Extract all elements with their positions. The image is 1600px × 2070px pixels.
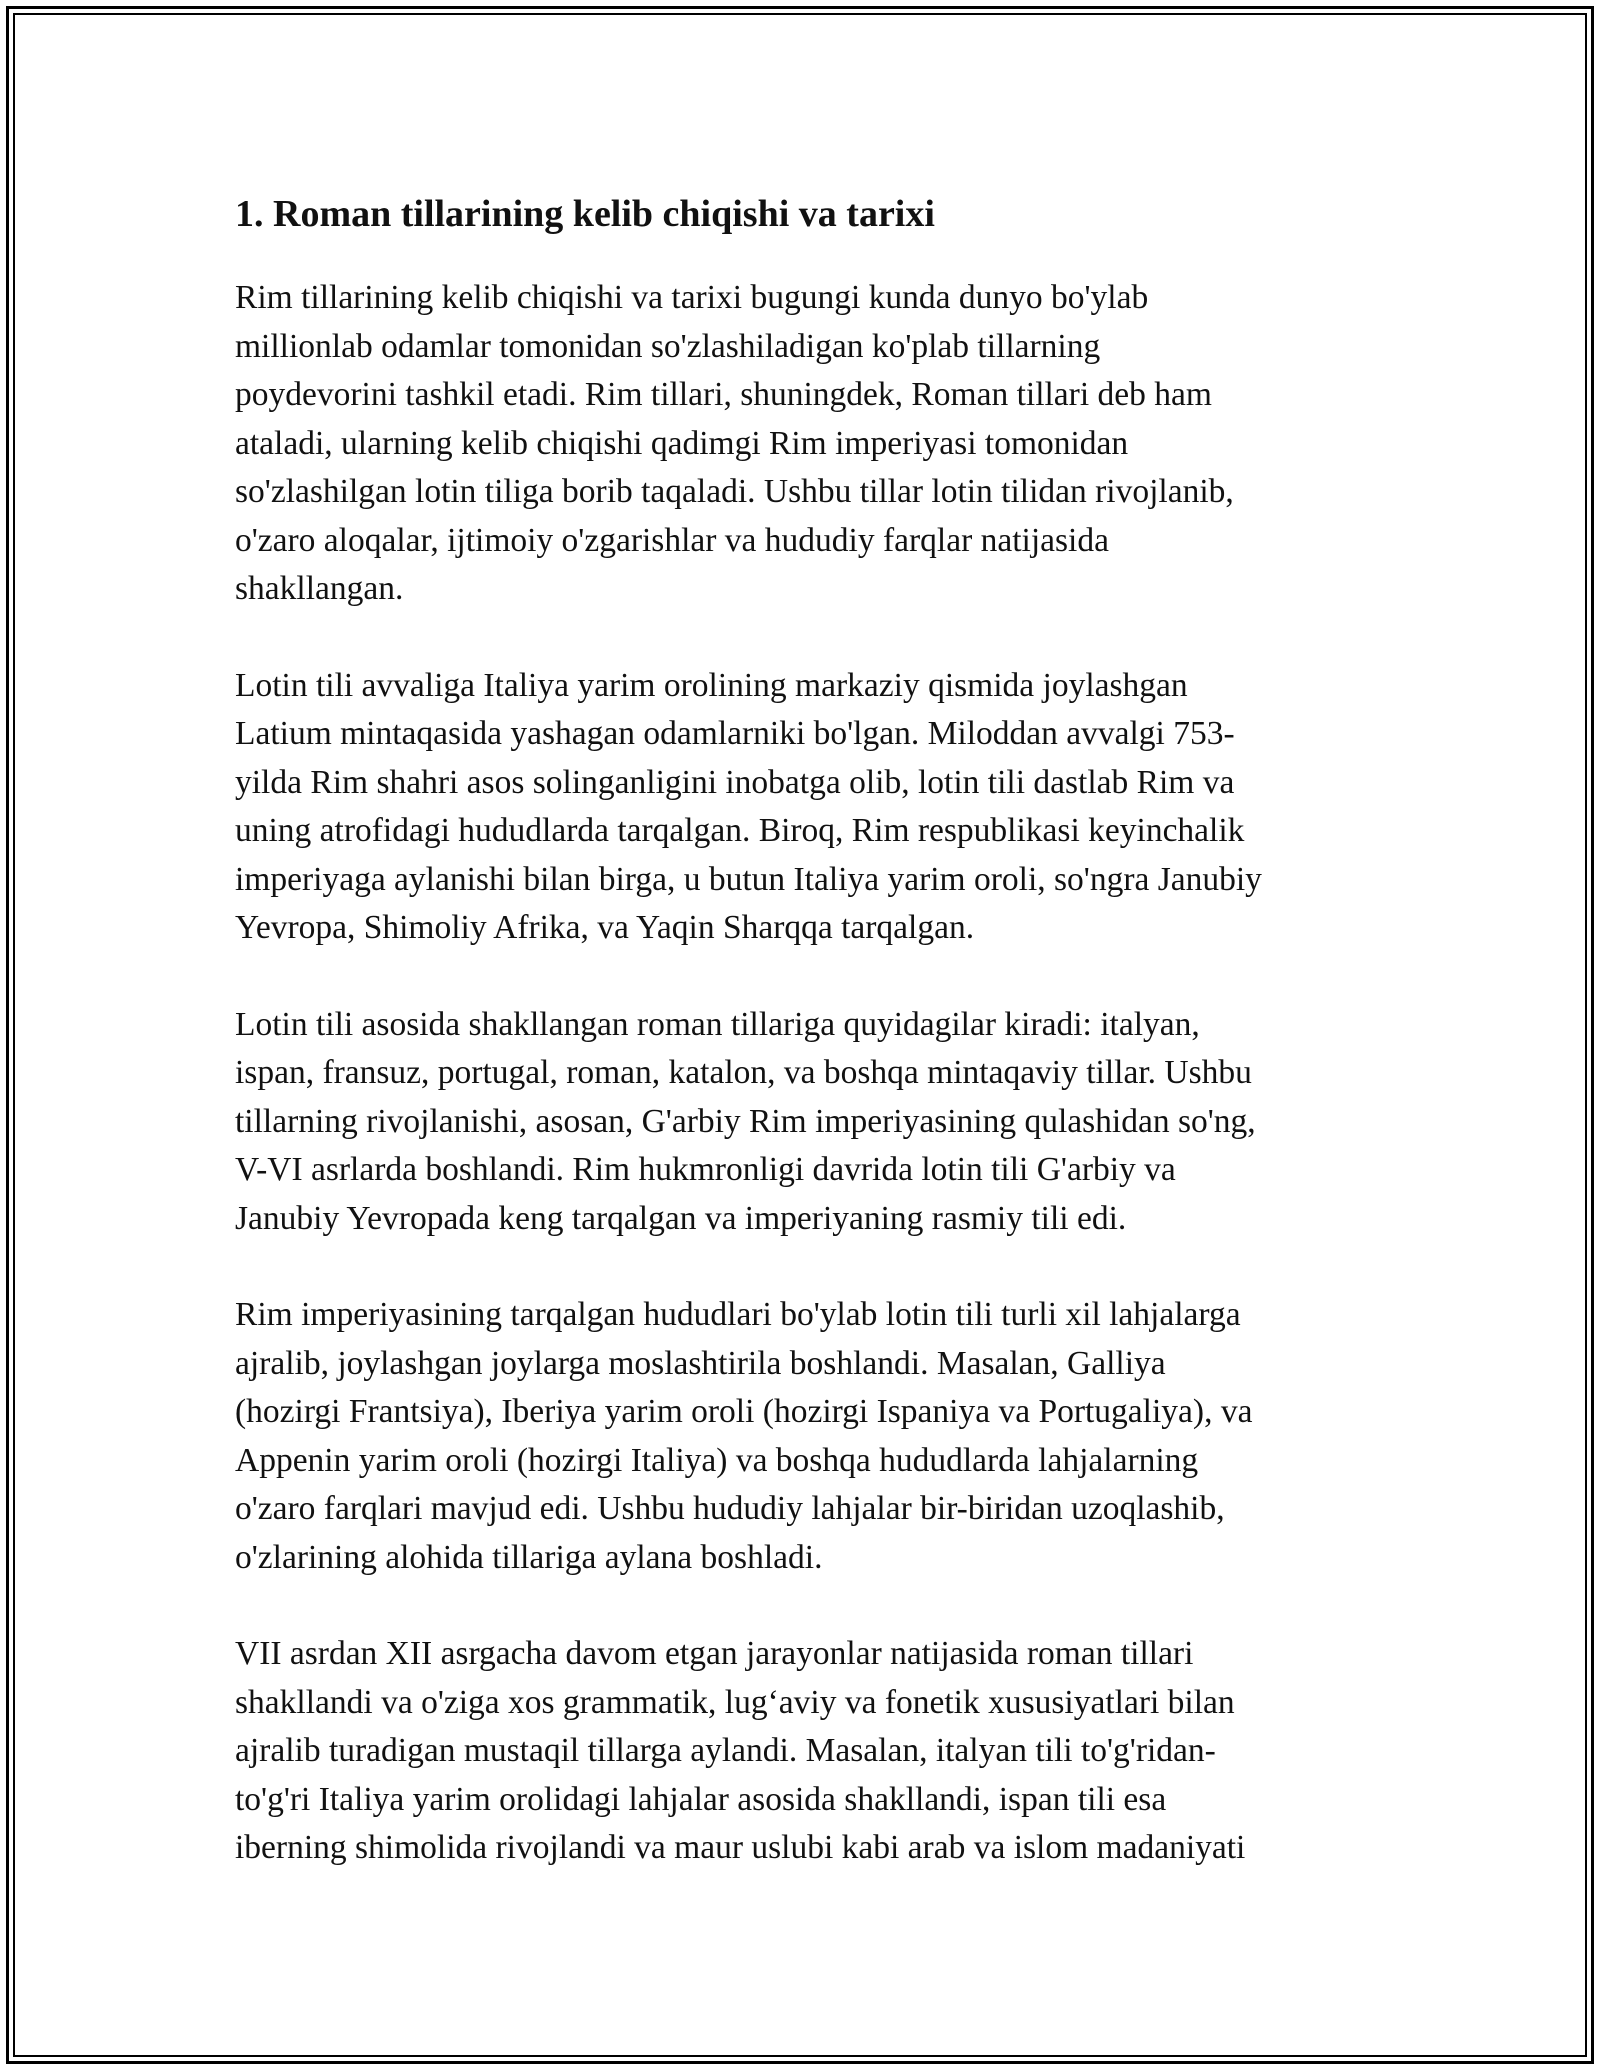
document-body (235, 188, 1375, 1921)
paragraph-2: Lotin tili avvaliga Italiya yarim orolining markaziy qismida joylashgan Latium mintaqasida yashagan odamlarniki bo'lgan. Miloddan avvalgi 753- yilda Rim shahri asos solinganligini inobatga olib, lotin tili dastlab Rim va uning atrofidagi hududlarda tarqalgan. Biroq, Rim respublikasi keyinchalik imperiyaga aylanishi bilan birga, u butun Italiya yarim oroli, so'ngra Janubiy Yevropa, Shimoliy Afrika, va Yaqin Sharqqa tarqalgan. (235, 666, 1262, 946)
paragraph-1: Rim tillarining kelib chiqishi va tarixi bugungi kunda dunyo bo'ylab millionlab odamlar tomonidan so'zlashiladigan ko'plab tillarning poydevorini tashkil etadi. Rim tillari, shuningdek, Roman tillari deb ham ataladi, ularning kelib chiqishi qadimgi Rim imperiyasi tomonidan so'zlashilgan lotin tiliga borib taqaladi. Ushbu tillar lotin tilidan rivojlanib, o'zaro aloqalar, ijtimoiy o'zgarishlar va hududiy farqlar natijasida shakllangan. (235, 279, 1234, 607)
section-heading: 1. Roman tillarining kelib chiqishi va tarixi (235, 193, 935, 235)
paragraph-4: Rim imperiyasining tarqalgan hududlari bo'ylab lotin tili turli xil lahjalarga ajralib, joylashgan joylarga moslashtirila boshlandi. Masalan, Galliya (hozirgi Frantsiya), Iberiya yarim oroli (hozirgi Ispaniya va Portugaliya), va Appenin yarim oroli (hozirgi Italiya) va boshqa hududlarda lahjalarning o'zaro farqlari mavjud edi. Ushbu hududiy lahjalar bir-biridan uzoqlashib, o'zlarining alohida tillariga aylana boshladi. (235, 1296, 1253, 1576)
paragraph-3: Lotin tili asosida shakllangan roman tillariga quyidagilar kiradi: italyan, ispan, fransuz, portugal, roman, katalon, va boshqa mintaqaviy tillar. Ushbu tillarning rivojlanishi, asosan, G'arbiy Rim imperiyasining qulashidan so'ng, V-VI asrlarda boshlandi. Rim hukmronligi davrida lotin tili G'arbiy va Janubiy Yevropada keng tarqalgan va imperiyaning rasmiy tili edi. (235, 1005, 1256, 1237)
paragraph-5: VII asrdan XII asrgacha davom etgan jarayonlar natijasida roman tillari shakllandi va o'ziga xos grammatik, lug‘aviy va fonetik xususiyatlari bilan ajralib turadigan mustaqil tillarga aylandi. Masalan, italyan tili to'g'ridan- to'g'ri Italiya yarim orolidagi lahjalar asosida shakllandi, ispan tili esa iberning shimolida rivojlandi va maur uslubi kabi arab va islom madaniyati (235, 1635, 1246, 1866)
